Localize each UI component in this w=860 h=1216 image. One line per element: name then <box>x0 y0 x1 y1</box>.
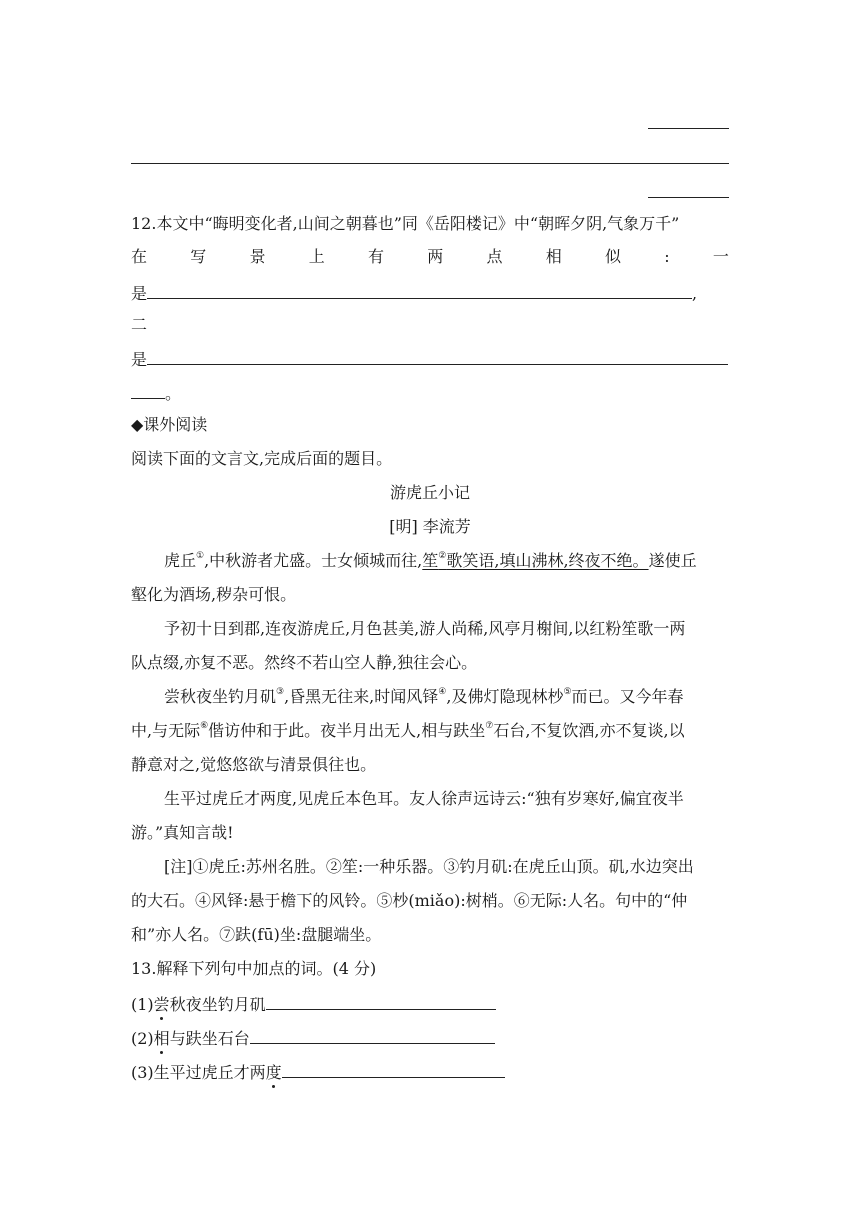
passage-p4-line2: 游。”真知言哉! <box>131 823 234 842</box>
note-marker: ① <box>196 551 205 561</box>
q12-answer-two-cont <box>131 382 181 404</box>
q12-answer-blank-2[interactable] <box>147 348 728 365</box>
q13-answer-blank-2[interactable] <box>250 1027 495 1044</box>
section-instruction: 阅读下面的文言文,完成后面的题目。 <box>131 449 393 468</box>
answer-line-short-top[interactable] <box>648 128 729 129</box>
q12-spaced-line <box>131 247 729 267</box>
q13-item-3: (3)生平过虎丘才两度 <box>131 1061 505 1083</box>
q12-char: 有 <box>368 247 385 266</box>
q12-comma: , <box>692 284 698 303</box>
q12-char: : <box>664 247 670 266</box>
q13-item-2: (2)相与趺坐石台 <box>131 1027 495 1049</box>
q12-stem: 12.本文中“晦明变化者,山间之朝暮也”同《岳阳楼记》中“朝晖夕阴,气象万千” <box>131 214 680 233</box>
q12-char: 一 <box>712 247 729 266</box>
passage-p3-line3: 静意对之,觉悠悠欲与清景俱往也。 <box>131 755 377 774</box>
dotted-char: 相 <box>153 1029 170 1048</box>
dotted-char: 尝 <box>153 995 170 1014</box>
underlined-sentence: 笙②歌笑语,填山沸林,终夜不绝。 <box>422 551 649 570</box>
passage-p1-line1: 虎丘①,中秋游者尤盛。士女倾城而往,笙②歌笑语,填山沸林,终夜不绝。遂使丘 <box>164 551 697 570</box>
notes-line2: 的大石。④风铎:悬于檐下的风铃。⑤杪(miǎo):树梢。⑥无际:人名。句中的“仲 <box>131 891 688 910</box>
passage-p3-line2: 中,与无际⑥偕访仲和于此。夜半月出无人,相与趺坐⑦石台,不复饮酒,亦不复谈,以 <box>131 721 685 740</box>
note-marker: ⑦ <box>485 721 494 731</box>
q12-char: 似 <box>605 247 622 266</box>
q12-char: 两 <box>427 247 444 266</box>
answer-line-short-mid[interactable] <box>648 197 729 198</box>
q12-char: 在 <box>131 247 148 266</box>
q12-end-mark: 。 <box>165 384 182 403</box>
q12-answer-one <box>131 282 697 304</box>
q12-answer-two <box>131 348 728 370</box>
q12-char: 点 <box>486 247 503 266</box>
notes-line3: 和”亦人名。⑦趺(fū)坐:盘腿端坐。 <box>131 925 382 944</box>
note-marker: ③ <box>276 687 285 697</box>
q12-er-label: 二 <box>131 315 148 334</box>
q12-char: 景 <box>249 247 266 266</box>
q12-answer-blank-3[interactable] <box>131 382 165 399</box>
q13-answer-blank-3[interactable] <box>282 1061 505 1078</box>
q12-char: 写 <box>190 247 207 266</box>
passage-p3-line1: 尝秋夜坐钓月矶③,昏黑无往来,时闻风铎④,及佛灯隐现林杪⑤而已。又今年春 <box>164 687 684 706</box>
q13-item-1: (1)尝秋夜坐钓月矶 <box>131 993 496 1015</box>
passage-p2-line2: 队点缀,亦复不恶。然终不若山空人静,独往会心。 <box>131 653 478 672</box>
passage-author: [明] 李流芳 <box>389 517 471 536</box>
passage-p1-line2: 壑化为酒场,秽杂可恨。 <box>131 585 297 604</box>
note-marker: ⑤ <box>563 687 572 697</box>
q12-char: 相 <box>545 247 562 266</box>
note-marker: ④ <box>438 687 447 697</box>
q12-shi-label: 是 <box>131 350 148 369</box>
q12-shi-label: 是 <box>131 284 148 303</box>
passage-p4-line1: 生平过虎丘才两度,见虎丘本色耳。友人徐声远诗云:“独有岁寒好,偏宜夜半 <box>164 789 684 808</box>
answer-line-full[interactable] <box>131 163 729 164</box>
q13-answer-blank-1[interactable] <box>266 993 496 1010</box>
section-label: ◆课外阅读 <box>131 415 208 434</box>
note-marker: ② <box>438 551 447 561</box>
q12-answer-blank-1[interactable] <box>147 282 692 299</box>
q12-char: 上 <box>308 247 325 266</box>
dotted-char: 度 <box>265 1063 282 1082</box>
passage-p2-line1: 予初十日到郡,连夜游虎丘,月色甚美,游人尚稀,风亭月榭间,以红粉笙歌一两 <box>164 619 686 638</box>
q13-stem: 13.解释下列句中加点的词。(4 分) <box>131 959 377 978</box>
notes-line1: [注]①虎丘:苏州名胜。②笙:一种乐器。③钓月矶:在虎丘山顶。矶,水边突出 <box>164 857 694 876</box>
passage-title: 游虎丘小记 <box>389 483 470 502</box>
note-marker: ⑥ <box>200 721 209 731</box>
